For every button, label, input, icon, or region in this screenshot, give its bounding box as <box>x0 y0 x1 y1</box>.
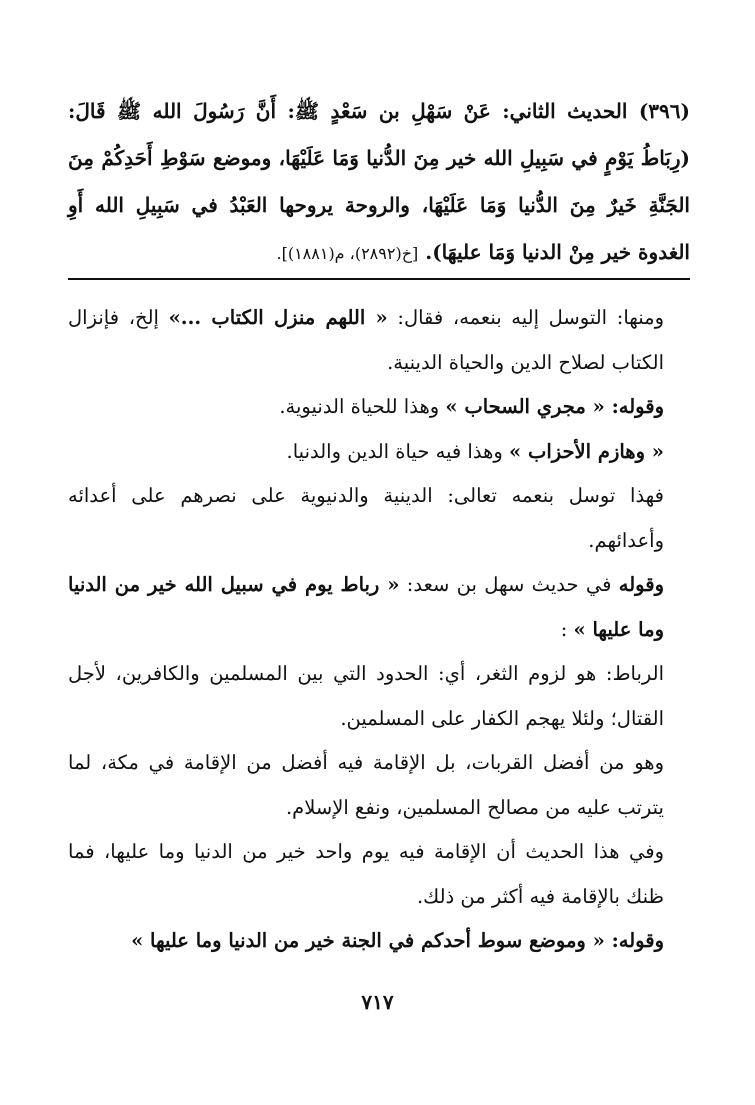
commentary-paragraph: ومنها: التوسل إليه بنعمه، فقال: « اللهم منزل الكتاب ...» إلخ، فإنزال الكتاب لصلاح الدين والحياة الدينية. <box>68 306 664 374</box>
hadith-text: أَنَّ رَسُولَ الله ﷺ قَالَ: (رِبَاطُ يَوْمٍ في سَبِيلِ الله خير مِنَ الدُّنيا وَمَا عَلَيْهَا، وموضع سَوْطِ أَحَدِكُمْ مِنَ الجَنَّةِ خَيرٌ مِنَ الدُّنيا وَمَا عَلَيْهَا، والروحة يروحها العَبْدُ في سَبِيلِ الله أَوِ الغدوة خير مِنْ الدنيا وَمَا عليهَا). <box>68 99 690 264</box>
page-body <box>68 88 690 964</box>
commentary-paragraph: وقوله في حديث سهل بن سعد: « رباط يوم في سبيل الله خير من الدنيا وما عليها » : <box>68 573 664 641</box>
commentary-paragraph: وقوله: « وموضع سوط أحدكم في الجنة خير من الدنيا وما عليها » <box>131 929 664 952</box>
hadith-reference: [خ(٢٨٩٢)، م(١٨٨١)]. <box>276 244 419 263</box>
commentary-paragraph: وقوله: « مجري السحاب » وهذا للحياة الدنيوية. <box>279 395 664 418</box>
commentary-paragraph: « وهازم الأحزاب » وهذا فيه حياة الدين والدنيا. <box>286 439 664 463</box>
commentary-paragraph: الرباط: هو لزوم الثغر، أي: الحدود التي بين المسلمين والكافرين، لأجل القتال؛ ولئلا يهجم الكفار على المسلمين. <box>68 662 664 730</box>
commentary-paragraph: فهذا توسل بنعمه تعالى: الدينية والدنيوية على نصرهم على أعدائه وأعدائهم. <box>68 484 664 552</box>
commentary-paragraph: وهو من أفضل القربات، بل الإقامة فيه أفضل من الإقامة في مكة، لما يترتب عليه من مصالح المسلمين، ونفع الإسلام. <box>68 751 664 819</box>
commentary-paragraph: وفي هذا الحديث أن الإقامة فيه يوم واحد خير من الدنيا وما عليها، فما ظنك بالإقامة فيه أكثر من ذلك. <box>68 840 664 908</box>
hadith-heading: الحديث الثاني: <box>502 99 628 123</box>
page-number: ٧١٧ <box>361 990 394 1014</box>
hadith-block <box>68 88 690 278</box>
hadith-narrator: عَنْ سَهْلِ بن سَعْدٍ ﷺ: <box>287 99 491 123</box>
hadith-number: (٣٩٦) <box>638 99 690 123</box>
separator-line <box>68 278 690 280</box>
commentary <box>68 296 690 964</box>
